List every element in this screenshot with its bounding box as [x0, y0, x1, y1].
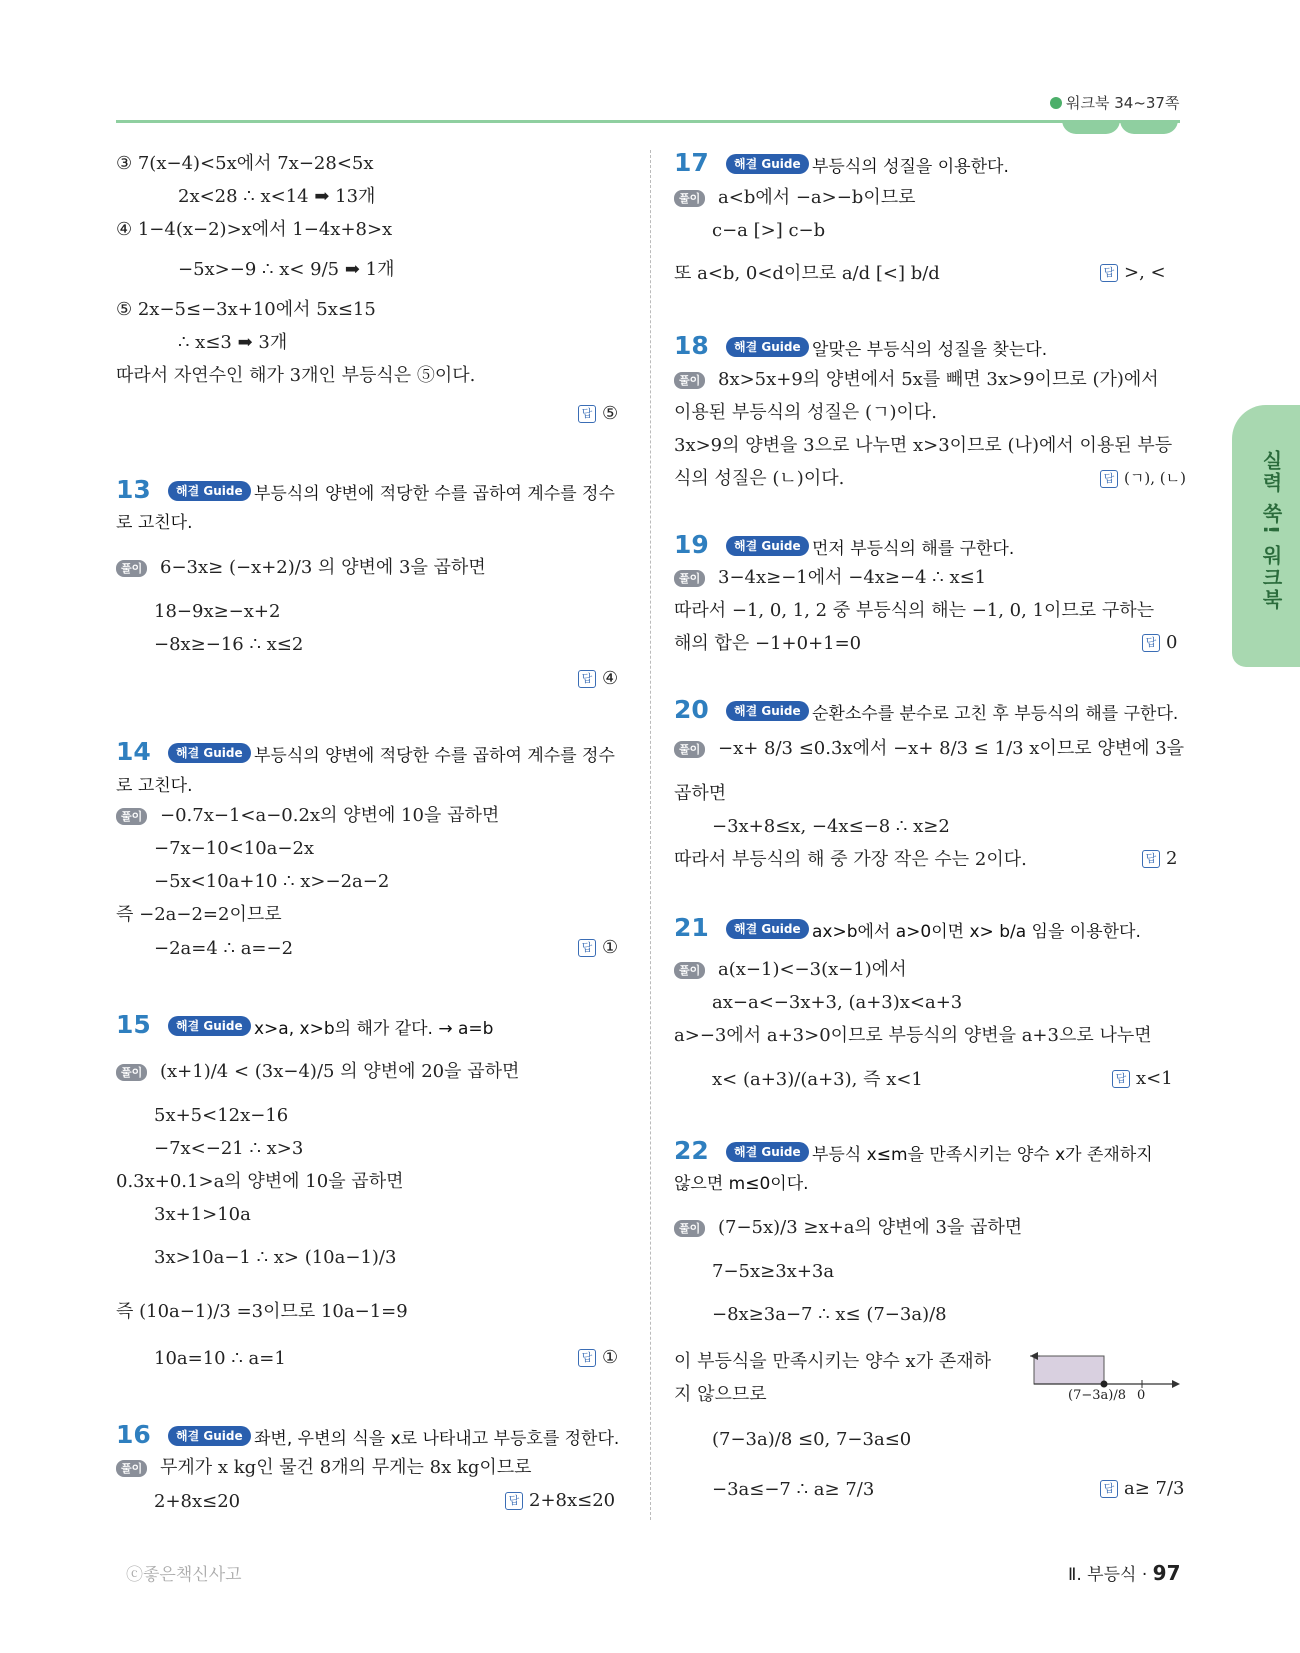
answer: 답 2+8x≤20	[505, 1490, 615, 1511]
guide-text: 로 고친다.	[116, 513, 193, 533]
guide-badge: 해결 Guide	[168, 743, 251, 763]
solution-line: 3x>10a−1 ∴ x> (10a−1)/3	[154, 1247, 397, 1268]
answer-icon: 답	[1100, 264, 1118, 282]
header-rule	[116, 120, 1180, 123]
answer-icon: 답	[1100, 1480, 1118, 1498]
guide-text: 부등식의 양변에 적당한 수를 곱하여 계수를 정수	[254, 484, 615, 504]
solution-line: 3x+1>10a	[154, 1204, 251, 1225]
answer: 답 ①	[578, 1347, 618, 1368]
solution-line: ④ 1−4(x−2)>x에서 1−4x+8>x	[116, 219, 393, 240]
header-wave	[1062, 120, 1120, 134]
solution-line: 3x>9의 양변을 3으로 나누면 x>3이므로 (나)에서 이용된 부등	[674, 435, 1173, 456]
answer-icon: 답	[1142, 634, 1160, 652]
solution-badge: 풀이	[116, 560, 147, 577]
solution-line: −7x<−21 ∴ x>3	[154, 1138, 304, 1159]
guide-badge: 해결 Guide	[726, 1142, 809, 1162]
solution-line: 6−3x≥ (−x+2)/3 의 양변에 3을 곱하면	[160, 557, 486, 578]
solution-line: 5x+5<12x−16	[154, 1105, 289, 1126]
question-number: 15	[116, 1010, 151, 1039]
guide-badge: 해결 Guide	[726, 536, 809, 556]
solution-line: 따라서 자연수인 해가 3개인 부등식은 ⑤이다.	[116, 365, 476, 386]
solution-line: a<b에서 −a>−b이므로	[718, 187, 916, 208]
answer-icon: 답	[1100, 470, 1118, 488]
solution-line: 곱하면	[674, 783, 727, 804]
solution-line: 0.3x+0.1>a의 양변에 10을 곱하면	[116, 1171, 404, 1192]
solution-line: a>−3에서 a+3>0이므로 부등식의 양변을 a+3으로 나누면	[674, 1025, 1152, 1046]
answer-icon: 답	[578, 670, 596, 688]
page-footer: Ⅱ. 부등식 · 97	[1068, 1561, 1181, 1585]
answer: 답 2	[1142, 848, 1177, 869]
solution-badge: 풀이	[116, 808, 147, 825]
answer: 답 0	[1142, 632, 1177, 653]
answer-icon: 답	[578, 405, 596, 423]
question-number: 16	[116, 1420, 151, 1449]
solution-line: 8x>5x+9의 양변에서 5x를 빼면 3x>9이므로 (가)에서	[718, 369, 1159, 390]
solution-badge: 풀이	[116, 1460, 147, 1477]
copyright: ⓒ좋은책신사고	[126, 1565, 242, 1585]
solution-line: 3−4x≥−1에서 −4x≥−4 ∴ x≤1	[718, 567, 987, 588]
solution-line: 또 a<b, 0<d이므로 a/d [<] b/d	[674, 263, 940, 284]
guide-badge: 해결 Guide	[168, 1426, 251, 1446]
solution-line: 해의 합은 −1+0+1=0	[674, 633, 862, 654]
solution-line: 2x<28 ∴ x<14 ➡ 13개	[178, 186, 376, 207]
guide-text: 좌변, 우변의 식을 x로 나타내고 부등호를 정한다.	[254, 1429, 620, 1449]
solution-line: 식의 성질은 (ㄴ)이다.	[674, 468, 845, 489]
answer-icon: 답	[1112, 1070, 1130, 1088]
solution-line: −5x<10a+10 ∴ x>−2a−2	[154, 871, 390, 892]
solution-line: −8x≥−16 ∴ x≤2	[154, 634, 304, 655]
solution-line: (7−3a)/8 ≤0, 7−3a≤0	[712, 1429, 912, 1450]
question-number: 13	[116, 475, 151, 504]
guide-text: 알맞은 부등식의 성질을 찾는다.	[812, 340, 1048, 360]
solution-line: ∴ x≤3 ➡ 3개	[178, 332, 288, 353]
solution-line: a(x−1)<−3(x−1)에서	[718, 959, 907, 980]
guide-text: 부등식의 성질을 이용한다.	[812, 157, 1009, 177]
guide-badge: 해결 Guide	[168, 481, 251, 501]
solution-line: 즉 (10a−1)/3 =3이므로 10a−1=9	[116, 1301, 408, 1322]
answer: 답 ④	[578, 668, 618, 689]
answer: 답 ①	[578, 937, 618, 958]
solution-line: 7−5x≥3x+3a	[712, 1261, 835, 1282]
solution-line: 무게가 x kg인 물건 8개의 무게는 8x kg이므로	[160, 1457, 532, 1478]
numline-label: (7−3a)/8	[1068, 1388, 1126, 1403]
answer: 답 a≥ 7/3	[1100, 1478, 1185, 1499]
answer-icon: 답	[578, 939, 596, 957]
side-tab-label: 실력 쑥! 워크북	[1259, 450, 1283, 612]
solution-line: −2a=4 ∴ a=−2	[154, 938, 294, 959]
solution-badge: 풀이	[674, 570, 705, 587]
header-wave	[1120, 120, 1178, 134]
guide-badge: 해결 Guide	[726, 337, 809, 357]
solution-line: 18−9x≥−x+2	[154, 601, 281, 622]
solution-line: 2+8x≤20	[154, 1491, 241, 1512]
question-number: 18	[674, 331, 709, 360]
guide-text: 순환소수를 분수로 고친 후 부등식의 해를 구한다.	[812, 704, 1179, 724]
page-number: 97	[1152, 1561, 1181, 1585]
solution-line: (x+1)/4 < (3x−4)/5 의 양변에 20을 곱하면	[160, 1061, 520, 1082]
header-dot-icon	[1050, 97, 1062, 109]
question-number: 20	[674, 695, 709, 724]
column-divider	[650, 150, 651, 1520]
solution-badge: 풀이	[674, 1220, 705, 1237]
solution-line: 이 부등식을 만족시키는 양수 x가 존재하	[674, 1351, 991, 1372]
solution-badge: 풀이	[674, 372, 705, 389]
solution-line: 즉 −2a−2=2이므로	[116, 904, 282, 925]
solution-badge: 풀이	[116, 1064, 147, 1081]
guide-badge: 해결 Guide	[168, 1016, 251, 1036]
answer: 답 (ㄱ), (ㄴ)	[1100, 467, 1186, 488]
solution-line: ③ 7(x−4)<5x에서 7x−28<5x	[116, 153, 374, 174]
answer-icon: 답	[578, 1349, 596, 1367]
solution-line: x< (a+3)/(a+3), 즉 x<1	[712, 1069, 923, 1090]
solution-badge: 풀이	[674, 190, 705, 207]
solution-line: 지 않으므로	[674, 1384, 767, 1405]
solution-line: −x+ 8/3 ≤0.3̇x에서 −x+ 8/3 ≤ 1/3 x이므로 양변에 3을	[718, 738, 1185, 759]
question-number: 17	[674, 148, 709, 177]
guide-badge: 해결 Guide	[726, 701, 809, 721]
answer-icon: 답	[1142, 850, 1160, 868]
guide-text: ax>b에서 a>0이면 x> b/a 임을 이용한다.	[812, 922, 1141, 942]
answer-icon: 답	[505, 1492, 523, 1510]
guide-text: 않으면 m≤0이다.	[674, 1174, 809, 1194]
solution-line: −0.7x−1<a−0.2x의 양변에 10을 곱하면	[160, 805, 500, 826]
guide-text: 부등식 x≤m을 만족시키는 양수 x가 존재하지	[812, 1145, 1153, 1165]
solution-line: −7x−10<10a−2x	[154, 838, 315, 859]
answer: 답 ⑤	[578, 403, 618, 424]
answer: 답 >, <	[1100, 262, 1166, 283]
guide-text: 부등식의 양변에 적당한 수를 곱하여 계수를 정수	[254, 746, 615, 766]
solution-line: −3a≤−7 ∴ a≥ 7/3	[712, 1479, 875, 1500]
guide-badge: 해결 Guide	[726, 919, 809, 939]
guide-text: 로 고친다.	[116, 776, 193, 796]
solution-line: 이용된 부등식의 성질은 (ㄱ)이다.	[674, 402, 937, 423]
solution-line: ⑤ 2x−5≤−3x+10에서 5x≤15	[116, 299, 376, 320]
solution-line: 따라서 부등식의 해 중 가장 작은 수는 2이다.	[674, 849, 1027, 870]
solution-badge: 풀이	[674, 962, 705, 979]
shaded-region	[1034, 1356, 1104, 1384]
solution-badge: 풀이	[674, 741, 705, 758]
solution-line: −5x>−9 ∴ x< 9/5 ➡ 1개	[178, 259, 395, 280]
question-number: 14	[116, 737, 151, 766]
question-number: 19	[674, 530, 709, 559]
question-number: 21	[674, 913, 709, 942]
solution-line: −3x+8≤x, −4x≤−8 ∴ x≥2	[712, 816, 950, 837]
guide-text: x>a, x>b의 해가 같다. → a=b	[254, 1019, 494, 1039]
guide-text: 먼저 부등식의 해를 구한다.	[812, 539, 1015, 559]
solution-line: c−a [>] c−b	[712, 220, 826, 241]
workbook-pages: 워크북 34~37쪽	[1066, 94, 1180, 112]
solution-line: 10a=10 ∴ a=1	[154, 1348, 286, 1369]
question-number: 22	[674, 1136, 709, 1165]
solution-line: (7−5x)/3 ≥x+a의 양변에 3을 곱하면	[718, 1217, 1023, 1238]
arrow-right-head	[1172, 1380, 1180, 1388]
guide-badge: 해결 Guide	[726, 154, 809, 174]
solution-line: ax−a<−3x+3, (a+3)x<a+3	[712, 992, 963, 1013]
solution-line: 따라서 −1, 0, 1, 2 중 부등식의 해는 −1, 0, 1이므로 구하는	[674, 600, 1155, 621]
answer: 답 x<1	[1112, 1068, 1173, 1089]
chapter-title: Ⅱ. 부등식	[1068, 1565, 1137, 1585]
solution-line: −8x≥3a−7 ∴ x≤ (7−3a)/8	[712, 1304, 947, 1325]
numline-label: 0	[1137, 1388, 1146, 1403]
